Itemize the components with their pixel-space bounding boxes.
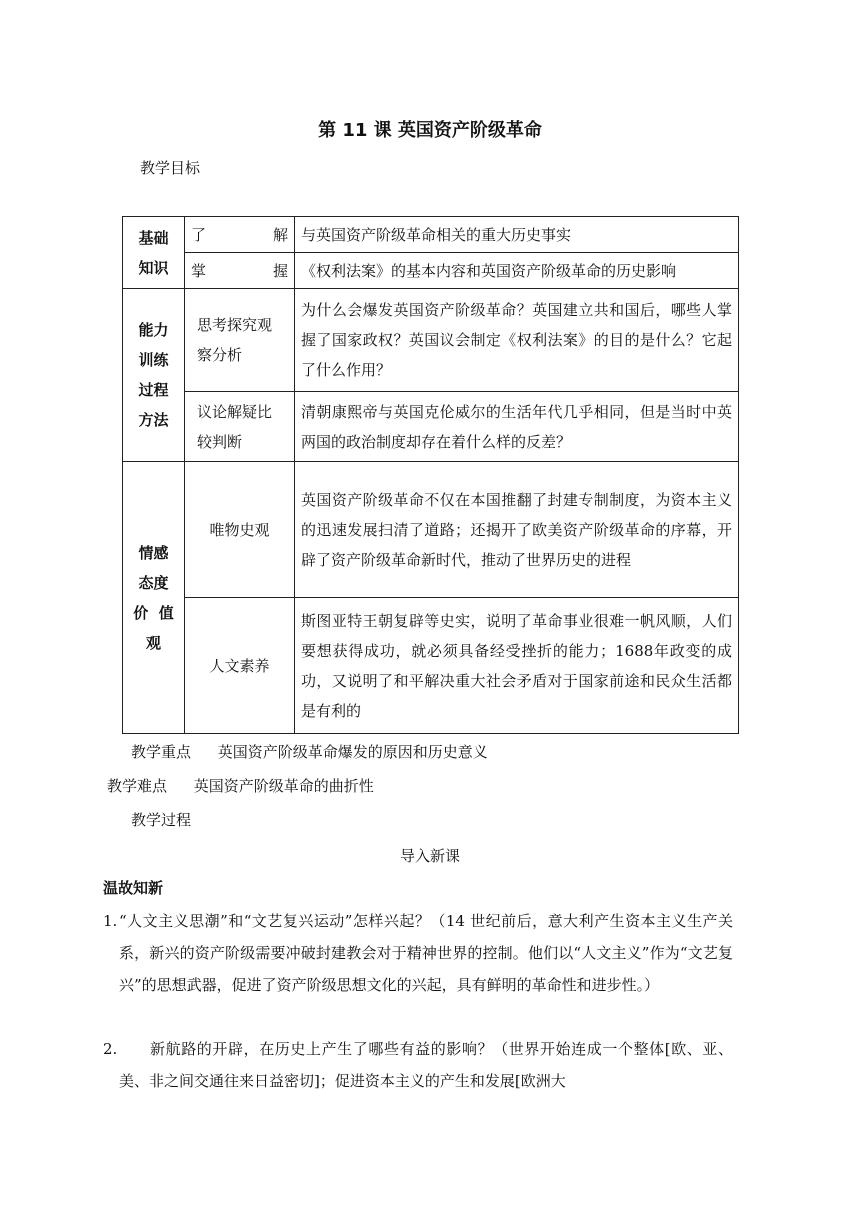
level-cell (185, 217, 295, 253)
table-row (123, 392, 739, 462)
content-cell: 为什么会爆发英国资产阶级革命？英国建立共和国后，哪些人掌握了国家政权？英国议会制定《权利法案》的目的是什么？它起了什么作用？ (295, 289, 739, 392)
review-item-1 (103, 905, 733, 1001)
category-line: 观 (145, 633, 161, 652)
category-line: 过程 (138, 381, 169, 399)
category-line: 知识 (138, 258, 169, 277)
objectives-heading: 教学目标 (140, 159, 201, 177)
level-label: 掌 握 (191, 261, 288, 280)
item-number: 1. (103, 912, 118, 930)
difficult-point (107, 775, 374, 796)
content-cell: 英国资产阶级革命不仅在本国推翻了封建专制制度，为资本主义的迅速发展扫清了道路；还揭开了欧美资产阶级革命的序幕，开辟了资产阶级革命新时代，推动了世界历史的进程 (295, 462, 739, 598)
review-heading: 温故知新 (103, 879, 164, 897)
difficult-point-label: 教学难点 (107, 777, 168, 795)
aspect-cell: 人文素养 (185, 598, 295, 734)
review-item-2 (103, 1033, 733, 1097)
table-row (123, 253, 739, 289)
category-line: 价 值 (133, 603, 174, 622)
category-ability-training (123, 289, 185, 462)
key-point (131, 741, 488, 762)
category-line: 训练 (138, 351, 169, 369)
content-cell: 与英国资产阶级革命相关的重大历史事实 (295, 217, 739, 253)
intro-heading: 导入新课 (399, 847, 460, 865)
key-point-label: 教学重点 (131, 743, 192, 761)
content-cell: 斯图亚特王朝复辟等史实，说明了革命事业很难一帆风顺，人们要想获得成功，就必须具备经受挫折的能力；1688年政变的成功，又说明了和平解决重大社会矛盾对于国家前途和民众生活都是有利的 (295, 598, 739, 734)
difficult-point-text: 英国资产阶级革命的曲折性 (193, 777, 374, 795)
table-row (123, 598, 739, 734)
category-line: 能力 (138, 321, 169, 339)
content-cell: 清朝康熙帝与英国克伦威尔的生活年代几乎相同，但是当时中英两国的政治制度却存在着什么样的反差？ (295, 392, 739, 462)
level-label: 了 解 (191, 225, 288, 244)
item-text-wrap (103, 905, 733, 1001)
key-point-text: 英国资产阶级革命爆发的原因和历史意义 (217, 743, 488, 761)
level-cell (185, 253, 295, 289)
method-cell: 议论解疑比较判断 (185, 392, 295, 462)
category-line: 情感 (138, 543, 169, 562)
lesson-title: 第 11 课 英国资产阶级革命 (318, 120, 542, 141)
content-cell: 《权利法案》的基本内容和英国资产阶级革命的历史影响 (295, 253, 739, 289)
aspect-cell: 唯物史观 (185, 462, 295, 598)
category-line: 基础 (138, 228, 169, 247)
category-basic-knowledge (123, 217, 185, 289)
objectives-table (122, 216, 739, 734)
category-line: 态度 (138, 573, 169, 592)
table-row (123, 217, 739, 253)
category-emotion-attitude (123, 462, 185, 734)
table-row (123, 289, 739, 392)
item-number: 2. (103, 1040, 118, 1058)
process-heading: 教学过程 (131, 811, 192, 829)
item-text: “人文主义思潮”和“文艺复兴运动”怎样兴起？（14 世纪前后，意大利产生资本主义生产关系，新兴的资产阶级需要冲破封建教会对于精神世界的控制。他们以“人文主义”作为“文艺复兴”的思想武器，促进了资产阶级思想文化的兴起，具有鲜明的革命性和进步性。） (119, 912, 733, 994)
method-cell: 思考探究观察分析 (185, 289, 295, 392)
table-row (123, 462, 739, 598)
item-text: 新航路的开辟，在历史上产生了哪些有益的影响？（世界开始连成一个整体[欧、亚、美、非之间交通往来日益密切]；促进资本主义的产生和发展[欧洲大 (119, 1040, 733, 1090)
category-line: 方法 (138, 411, 169, 429)
